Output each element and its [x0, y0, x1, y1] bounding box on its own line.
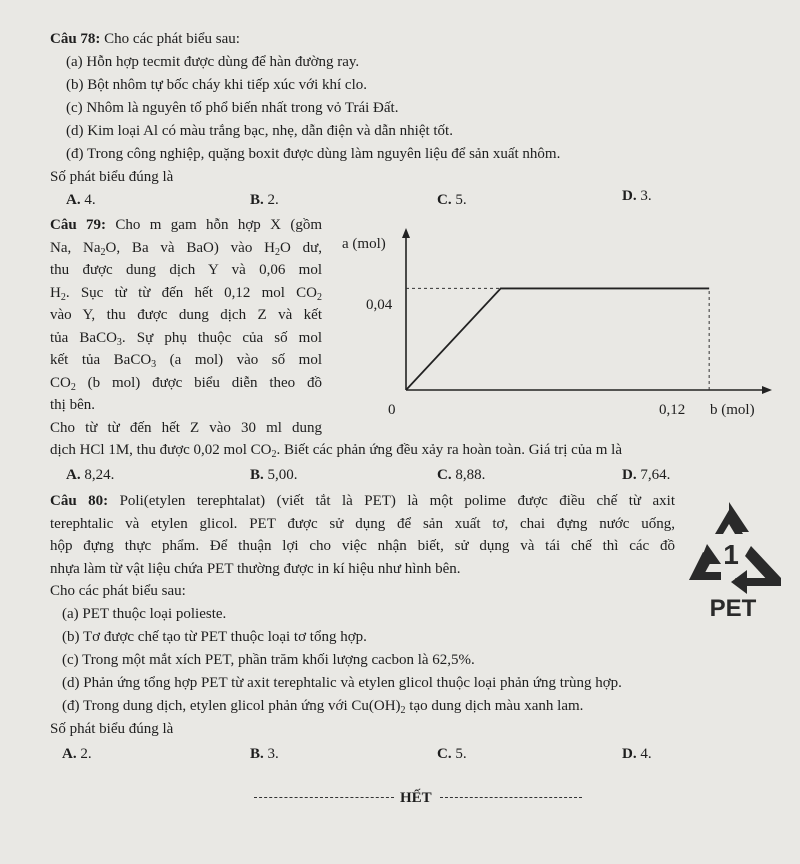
q79-text-column [50, 214, 322, 439]
q79-line-5: vào Y, thu được dung dịch Z và kết [50, 307, 322, 323]
q80-option-c[interactable]: C. 5. [437, 746, 467, 762]
q78-option-a[interactable]: A. 4. [66, 192, 96, 208]
q78-statement-e: (đ) Trong công nghiệp, quặng boxit được dùng làm nguyên liệu để sản xuất nhôm. [66, 146, 561, 162]
q78-option-b[interactable]: B. 2. [250, 192, 279, 208]
q79-line-9: thị bên. [50, 397, 95, 413]
q80-para-line-3: hộp đựng thực phẩm. Để thuận lợi cho việc nhận biết, sử dụng và tái chế thì các đồ [50, 538, 675, 554]
q80-statement-a: (a) PET thuộc loại polieste. [62, 606, 227, 622]
q78-question: Số phát biểu đúng là [50, 169, 174, 185]
q80-option-a[interactable]: A. 2. [62, 746, 92, 762]
q79-line-8: $CO_2$ (b mol) được biểu diễn theo đồ [50, 374, 322, 393]
q79-line-6: tủa BaCO$_3$. Sự phụ thuộc của số mol [50, 329, 322, 348]
pet-recycling-icon [685, 494, 789, 624]
footer-rule-left [254, 797, 394, 798]
q80-option-d[interactable]: D. 4. [622, 746, 652, 762]
pet-logo-text: PET [709, 595, 757, 622]
q80-option-b[interactable]: B. 3. [250, 746, 279, 762]
y-axis-arrow [402, 228, 410, 238]
q78-option-c[interactable]: C. 5. [437, 192, 467, 208]
q80-para-line-1: Câu 80: Poli(etylen terephtalat) (viết tắt là PET) là một polime được điều chế từ axit [50, 493, 675, 509]
x-tick-label: 0,12 [659, 402, 686, 418]
q78-stem: Cho các phát biểu sau: [104, 31, 240, 47]
q78-statement-d: (d) Kim loại Al có màu trắng bạc, nhẹ, dẫn điện và dẫn nhiệt tốt. [66, 123, 453, 139]
y-tick-label: 0,04 [366, 297, 393, 313]
q79-option-a[interactable]: A. 8,24. [66, 467, 115, 483]
x-axis-label: b (mol) [710, 402, 755, 418]
q80-stem: Cho các phát biểu sau: [50, 583, 186, 599]
q80-question: Số phát biểu đúng là [50, 721, 174, 737]
pet-logo-number: 1 [723, 539, 739, 570]
x-axis-arrow [762, 386, 772, 394]
recycle-arrow-right-head [731, 570, 747, 594]
y-axis-label: a (mol) [342, 236, 386, 252]
origin-label: 0 [388, 402, 396, 418]
q80-statement-e: (đ) Trong dung dịch, etylen glicol phản ứng với $Cu(OH)_2$ tạo dung dịch màu xanh lam. [62, 698, 584, 716]
q78-statement-b: (b) Bột nhôm tự bốc cháy khi tiếp xúc với khí clo. [66, 77, 368, 93]
q79-line-11: dịch HCl 1M, thu được 0,02 mol $CO_2$. Biết các phản ứng đều xảy ra hoàn toàn. Giá trị của m là [50, 442, 622, 460]
q79-option-d[interactable]: D. 7,64. [622, 467, 671, 483]
q78-heading [50, 30, 240, 49]
series-line-baco3 [406, 288, 709, 390]
recycle-arrow-right [745, 546, 781, 582]
q79-chart [340, 226, 776, 422]
q80-statement-d: (d) Phản ứng tổng hợp PET từ axit terephtalic và etylen glicol thuộc loại phản ứng trùng hợp. [62, 675, 622, 691]
q80-para-line-4: nhựa làm từ vật liệu chứa PET thường được in kí hiệu như hình bên. [50, 560, 461, 577]
q80-paragraph [50, 490, 675, 580]
q78-statement-c: (c) Nhôm là nguyên tố phổ biến nhất trong vỏ Trái Đất. [66, 100, 399, 116]
q80-statement-c: (c) Trong một mắt xích PET, phần trăm khối lượng cacbon là 62,5%. [62, 652, 475, 668]
q78-statement-a: (a) Hỗn hợp tecmit được dùng để hàn đường ray. [66, 54, 360, 70]
q78-number: Câu 78: [50, 31, 101, 47]
q79-line-1: Câu 79: Cho m gam hỗn hợp X (gồm [50, 217, 322, 233]
q79-line-7: kết tủa BaCO$_3$ (a mol) vào số mol [50, 352, 322, 370]
q80-para-line-2: terephtalic và etylen glicol. PET được sử dụng để sản xuất tơ, chai đựng nước uống, [50, 515, 675, 532]
footer-rule-right [440, 797, 582, 798]
q80-statement-b: (b) Tơ được chế tạo từ PET thuộc loại tơ tổng hợp. [62, 629, 367, 645]
end-marker: HẾT [400, 790, 432, 806]
q78-option-d[interactable]: D. 3. [622, 188, 652, 204]
q79-option-b[interactable]: B. 5,00. [250, 467, 298, 483]
q79-option-c[interactable]: C. 8,88. [437, 467, 486, 483]
q79-line-2: Na, $Na_2O$, Ba và BaO) vào $H_2O$ dư, [50, 239, 323, 258]
q79-line-4: $H_2$. Sục từ từ đến hết 0,12 mol $CO_2$ [50, 284, 322, 303]
q79-line-3: thu được dung dịch Y và 0,06 mol [50, 262, 322, 278]
q79-line-10: Cho từ từ đến hết Z vào 30 ml dung [50, 419, 322, 436]
